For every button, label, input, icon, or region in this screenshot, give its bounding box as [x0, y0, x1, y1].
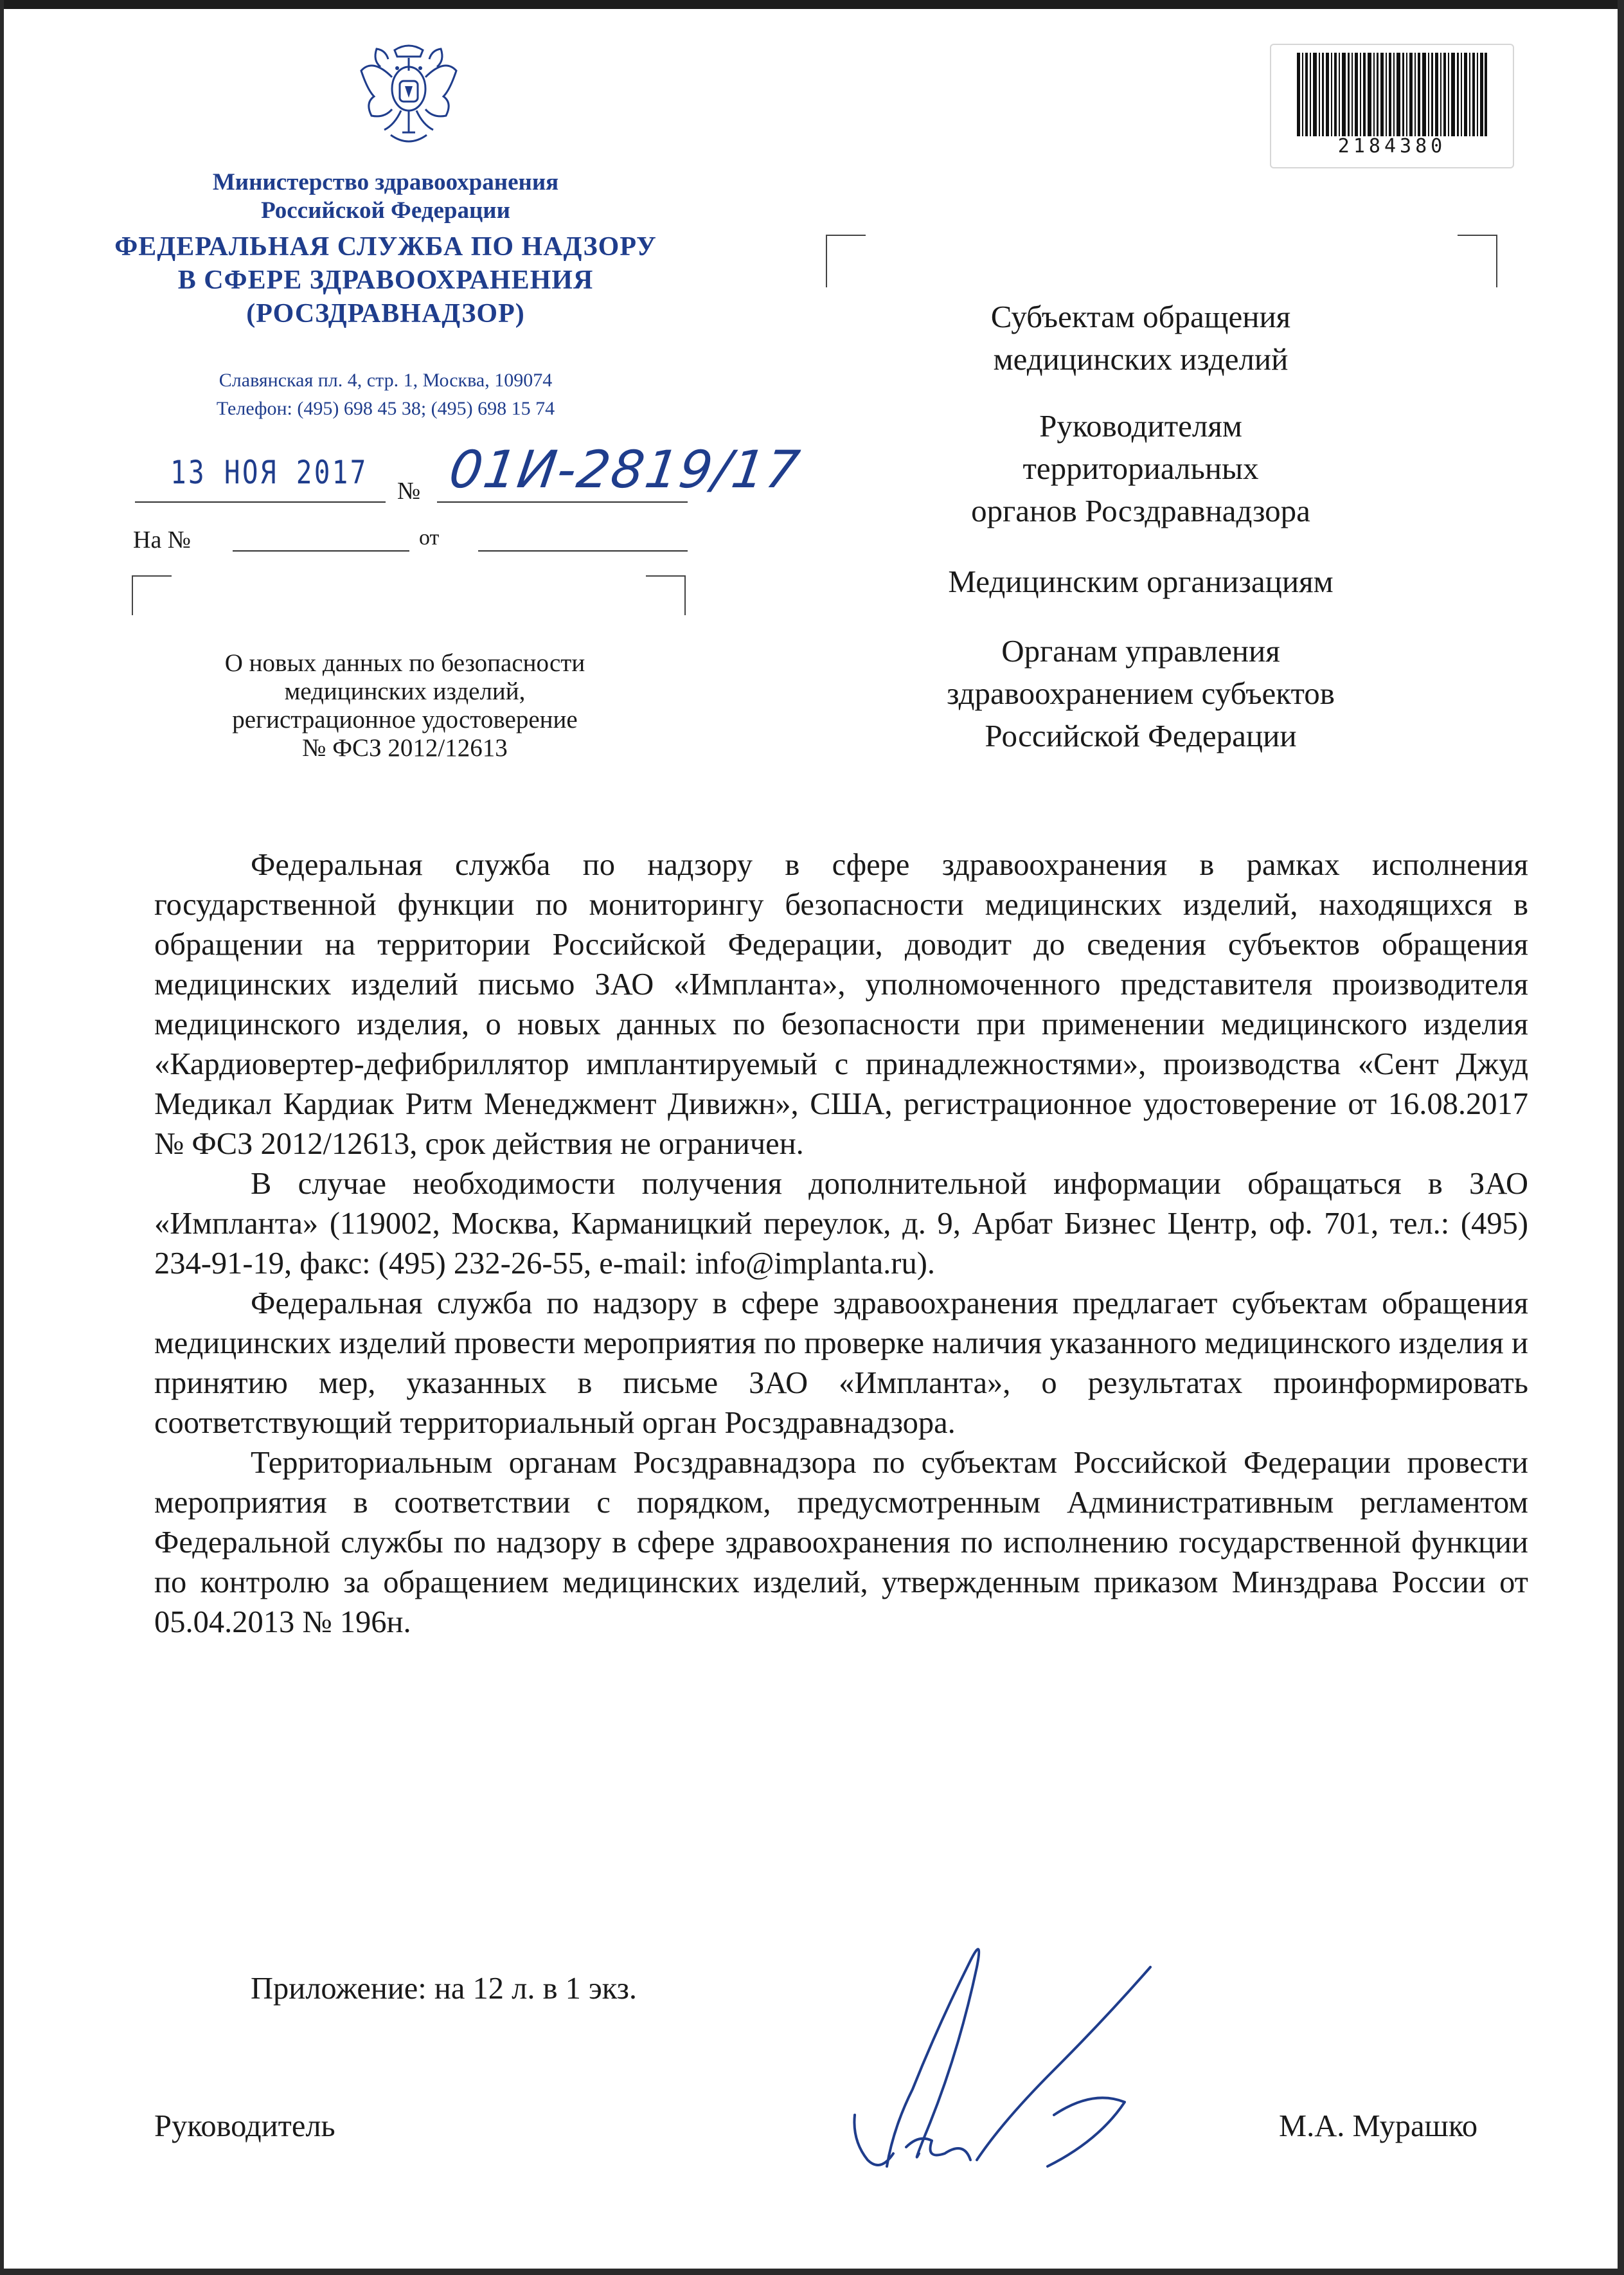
attachment-note: Приложение: на 12 л. в 1 экз. — [251, 1972, 638, 2006]
reference-date-line — [478, 550, 688, 552]
service-address — [77, 366, 694, 423]
reference-from-label: от — [419, 526, 440, 550]
addressee-3 — [880, 561, 1401, 603]
subject-line-1: О новых данных по безопасности — [224, 649, 585, 677]
ministry-name — [77, 168, 694, 225]
body-paragraph-4: Территориальным органам Росздравнадзора по субъектам Российской Федерации провести мероприятия в соответствии с порядком, предусмотренным Административным регламентом Федеральной службы по надзору в сфере здравоохранения по исполнению государственной функции по контролю за обращением медицинских изделий, утвержденным приказом Минздрава России от 05.04.2013 № 196н. — [154, 1446, 1528, 1639]
addressee-4-line-1: Органам управления — [1001, 633, 1280, 669]
subject-bracket-left — [132, 575, 172, 615]
reference-number-line — [233, 550, 409, 552]
address-line-1: Славянская пл. 4, стр. 1, Москва, 109074 — [219, 370, 553, 391]
subject-line-4: № ФСЗ 2012/12613 — [302, 734, 508, 762]
scan-edge-right — [1618, 0, 1624, 2275]
letter-body — [154, 845, 1528, 1642]
coat-of-arms-icon — [357, 39, 460, 151]
barcode-number: 2184380 — [1337, 135, 1447, 157]
service-line-2: В СФЕРЕ ЗДРАВООХРАНЕНИЯ — [177, 265, 594, 295]
service-name — [77, 230, 694, 330]
handwritten-signature — [848, 1922, 1208, 2199]
registration-number: 01И-2819/17 — [445, 440, 805, 499]
scan-edge-left — [0, 0, 4, 2275]
addressee-2 — [880, 405, 1401, 532]
service-line-1: ФЕДЕРАЛЬНАЯ СЛУЖБА ПО НАДЗОРУ — [114, 232, 657, 262]
body-paragraph-1: Федеральная служба по надзору в сфере здравоохранения в рамках исполнения государственной функции по мониторингу безопасности медицинских изделий, находящихся в обращении на территории Российской Федерации, доводит до сведения субъектов обращения медицинских изделий письмо ЗАО «Импланта», уполномоченного представителя производителя медицинского изделия, о новых данных по безопасности при применении медицинского изделия «Кардиовертер-дефибриллятор имплантируемый с принадлежностями», производства «Сент Джуд Медикал Кардиак Ритм Менеджмент Дивижн», США, регистрационное удостоверение от 16.08.2017 № ФСЗ 2012/12613, срок действия не ограничен. — [154, 848, 1528, 1161]
reference-label: На № — [133, 526, 192, 553]
signatory-role: Руководитель — [154, 2109, 335, 2143]
addressee-3-line-1: Медицинским организациям — [948, 564, 1334, 599]
barcode-label — [1270, 44, 1514, 168]
ministry-line-1: Министерство здравоохранения — [212, 169, 559, 195]
subject-line-2: медицинских изделий, — [284, 678, 526, 705]
addressee-4 — [880, 630, 1401, 757]
addressee-1-line-2: медицинских изделий — [993, 341, 1289, 377]
letter-subject — [154, 649, 656, 762]
addressee-2-line-1: Руководителям — [1039, 408, 1242, 444]
signatory-name: М.А. Мурашко — [1279, 2109, 1478, 2143]
body-paragraph-3: Федеральная служба по надзору в сфере здравоохранения предлагает субъектам обращения медицинских изделий провести мероприятия по проверке наличия указанного медицинского изделия и принятию мер, указанных в письме ЗАО «Импланта», о результатах проинформировать соответствующий территориальный орган Росздравнадзора. — [154, 1286, 1528, 1440]
addressee-1 — [880, 296, 1401, 381]
addressee-2-line-2: территориальных — [1022, 451, 1259, 486]
addressee-4-line-3: Российской Федерации — [985, 718, 1297, 753]
subject-bracket-right — [646, 575, 686, 615]
addressee-bracket-right — [1458, 235, 1497, 287]
barcode-icon — [1297, 53, 1487, 136]
service-line-3: (РОСЗДРАВНАДЗОР) — [246, 299, 525, 328]
date-stamp: 13 НОЯ 2017 — [170, 454, 368, 491]
scan-edge-top — [0, 0, 1624, 9]
number-sign: № — [397, 478, 421, 505]
addressee-1-line-1: Субъектам обращения — [990, 299, 1291, 334]
addressee-4-line-2: здравоохранением субъектов — [947, 676, 1335, 711]
address-line-2: Телефон: (495) 698 45 38; (495) 698 15 74 — [216, 398, 555, 419]
ministry-line-2: Российской Федерации — [261, 197, 510, 224]
addressee-2-line-3: органов Росздравнадзора — [971, 493, 1310, 528]
subject-line-3: регистрационное удостоверение — [232, 706, 578, 733]
body-paragraph-2: В случае необходимости получения дополнительной информации обращаться в ЗАО «Импланта» (119002, Москва, Карманицкий переулок, д. 9, Арбат Бизнес Центр, оф. 701, тел.: (495) 234-91-19, факс: (495) 232-26-55, e-mail: info@implanta.ru). — [154, 1167, 1528, 1281]
addressee-bracket-left — [826, 235, 866, 287]
scan-edge-bottom — [0, 2269, 1624, 2275]
